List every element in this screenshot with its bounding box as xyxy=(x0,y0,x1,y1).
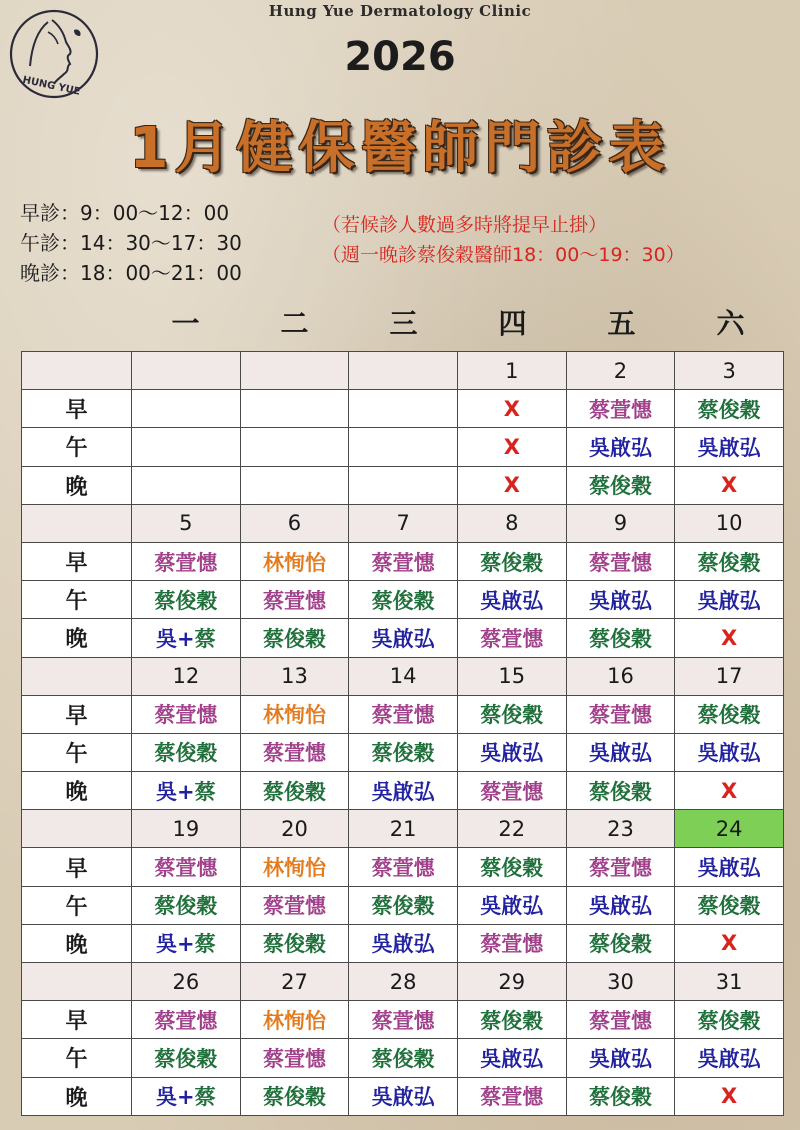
doctor-cell: 吳啟弘 xyxy=(349,924,458,962)
doctor-cell xyxy=(132,390,241,428)
doctor-cell: 蔡萱憓 xyxy=(457,619,566,657)
week-label-cell xyxy=(22,963,132,1001)
doctor-cell: 蔡萱憓 xyxy=(566,542,675,580)
doctor-cell: 蔡萱憓 xyxy=(132,695,241,733)
week-date-row xyxy=(22,963,784,1001)
doctor-wu: 吳+ xyxy=(156,779,195,804)
slot-row xyxy=(22,695,784,733)
logo-text: HUNG YUE xyxy=(21,74,82,98)
weekday-tue: 二 xyxy=(280,307,309,340)
doctor-cell: 吳啟弘 xyxy=(566,1039,675,1077)
date-cell: 1 xyxy=(457,352,566,390)
doctor-cell: 吳啟弘 xyxy=(675,733,784,771)
slot-row xyxy=(22,1077,784,1115)
doctor-cell xyxy=(132,428,241,466)
slot-label: 晚 xyxy=(22,466,132,504)
schedule-title: 1月健保醫師門診表 xyxy=(129,116,671,181)
note-monday-evening: （週一晚診蔡俊穀醫師18：00～19：30） xyxy=(322,244,685,266)
week-label-cell xyxy=(22,657,132,695)
doctor-cell: 蔡萱憓 xyxy=(240,886,349,924)
doctor-cell: 蔡俊穀 xyxy=(132,733,241,771)
doctor-cell: 蔡俊穀 xyxy=(457,848,566,886)
doctor-wu: 吳+ xyxy=(156,626,195,651)
slot-label: 早 xyxy=(22,542,132,580)
slot-label: 早 xyxy=(22,390,132,428)
weekday-thu: 四 xyxy=(498,307,527,340)
slot-row xyxy=(22,1039,784,1077)
slot-row xyxy=(22,466,784,504)
doctor-cell: 林恂怡 xyxy=(240,1001,349,1039)
doctor-cell: 林恂怡 xyxy=(240,695,349,733)
slot-row xyxy=(22,619,784,657)
date-cell: 21 xyxy=(349,810,458,848)
doctor-cai: 蔡 xyxy=(194,932,216,957)
doctor-cell: 蔡俊穀 xyxy=(675,542,784,580)
date-cell: 29 xyxy=(457,963,566,1001)
slot-label: 午 xyxy=(22,1039,132,1077)
date-cell: 28 xyxy=(349,963,458,1001)
doctor-cell: X xyxy=(675,1077,784,1115)
note-early-close: （若候診人數過多時將提早止掛） xyxy=(322,214,608,236)
doctor-cell: 林恂怡 xyxy=(240,848,349,886)
slot-label: 晚 xyxy=(22,619,132,657)
doctor-cell: 蔡萱憓 xyxy=(240,733,349,771)
doctor-cell: 蔡萱憓 xyxy=(457,772,566,810)
date-cell: 26 xyxy=(132,963,241,1001)
doctor-cell: 蔡萱憓 xyxy=(132,848,241,886)
doctor-cell xyxy=(349,466,458,504)
schedule-table xyxy=(21,351,784,1116)
date-cell: 9 xyxy=(566,504,675,542)
doctor-cell: 蔡俊穀 xyxy=(240,924,349,962)
date-cell: 15 xyxy=(457,657,566,695)
doctor-cell: 蔡俊穀 xyxy=(675,1001,784,1039)
slot-label: 晚 xyxy=(22,772,132,810)
doctor-cai: 蔡 xyxy=(194,626,216,651)
date-cell xyxy=(240,352,349,390)
doctor-cell: X xyxy=(675,772,784,810)
doctor-cell xyxy=(349,390,458,428)
doctor-cell: 蔡萱憓 xyxy=(566,390,675,428)
doctor-cell: 蔡俊穀 xyxy=(240,1077,349,1115)
doctor-cell: 蔡萱憓 xyxy=(349,542,458,580)
doctor-cell xyxy=(132,619,241,657)
hours-morning: 早診：9：00～12：00 xyxy=(20,201,230,225)
doctor-cell: X xyxy=(675,924,784,962)
slot-row xyxy=(22,428,784,466)
doctor-cai: 蔡 xyxy=(194,779,216,804)
week-date-row xyxy=(22,810,784,848)
date-cell xyxy=(349,352,458,390)
slot-row xyxy=(22,542,784,580)
doctor-cell: 蔡萱憓 xyxy=(132,542,241,580)
slot-label: 晚 xyxy=(22,924,132,962)
weekday-header xyxy=(22,302,792,342)
doctor-cell xyxy=(132,1077,241,1115)
doctor-cell: X xyxy=(457,466,566,504)
hours-afternoon: 午診：14：30～17：30 xyxy=(20,231,242,255)
weekday-fri: 五 xyxy=(607,307,636,340)
doctor-cell: 吳啟弘 xyxy=(675,581,784,619)
slot-label: 午 xyxy=(22,581,132,619)
week-label-cell xyxy=(22,504,132,542)
doctor-cell: 吳啟弘 xyxy=(566,581,675,619)
doctor-cell: 吳啟弘 xyxy=(349,619,458,657)
doctor-cell: 蔡俊穀 xyxy=(349,886,458,924)
date-cell: 22 xyxy=(457,810,566,848)
doctor-cell: 吳啟弘 xyxy=(675,848,784,886)
doctor-cell: 蔡萱憓 xyxy=(457,924,566,962)
date-cell: 8 xyxy=(457,504,566,542)
date-cell xyxy=(132,352,241,390)
doctor-cell xyxy=(132,466,241,504)
week-date-row xyxy=(22,657,784,695)
doctor-cell: 吳啟弘 xyxy=(566,428,675,466)
date-cell: 14 xyxy=(349,657,458,695)
date-cell: 5 xyxy=(132,504,241,542)
slot-label: 早 xyxy=(22,1001,132,1039)
slot-row xyxy=(22,886,784,924)
doctor-cell: 林恂怡 xyxy=(240,542,349,580)
doctor-cell: 蔡俊穀 xyxy=(566,619,675,657)
doctor-cell: 蔡萱憓 xyxy=(349,848,458,886)
doctor-cell: 吳啟弘 xyxy=(457,733,566,771)
doctor-cell: 蔡萱憓 xyxy=(566,848,675,886)
slot-row xyxy=(22,390,784,428)
doctor-cell: 蔡俊穀 xyxy=(566,1077,675,1115)
slot-row xyxy=(22,772,784,810)
doctor-cell: 蔡萱憓 xyxy=(566,695,675,733)
doctor-cell: 蔡俊穀 xyxy=(457,542,566,580)
doctor-cell: 吳啟弘 xyxy=(457,581,566,619)
date-cell: 10 xyxy=(675,504,784,542)
doctor-cell: 蔡萱憓 xyxy=(240,1039,349,1077)
doctor-cell xyxy=(240,466,349,504)
doctor-cell: 蔡俊穀 xyxy=(675,390,784,428)
doctor-cell: 蔡俊穀 xyxy=(132,1039,241,1077)
doctor-cell: 蔡俊穀 xyxy=(349,581,458,619)
slot-label: 午 xyxy=(22,886,132,924)
doctor-cell: 蔡俊穀 xyxy=(566,772,675,810)
doctor-cell: 蔡俊穀 xyxy=(349,733,458,771)
doctor-cell: 吳啟弘 xyxy=(566,886,675,924)
doctor-cell: 蔡萱憓 xyxy=(132,1001,241,1039)
slot-row xyxy=(22,924,784,962)
slot-label: 晚 xyxy=(22,1077,132,1115)
slot-label: 午 xyxy=(22,733,132,771)
doctor-wu: 吳+ xyxy=(156,932,195,957)
doctor-cell: 蔡萱憓 xyxy=(240,581,349,619)
week-label-cell xyxy=(22,810,132,848)
slot-row xyxy=(22,1001,784,1039)
slot-row xyxy=(22,733,784,771)
doctor-cell xyxy=(349,428,458,466)
doctor-cell xyxy=(132,924,241,962)
clinic-name: Hung Yue Dermatology Clinic xyxy=(268,2,532,20)
doctor-cell: 蔡萱憓 xyxy=(566,1001,675,1039)
doctor-cell: 蔡俊穀 xyxy=(566,924,675,962)
doctor-cell: 吳啟弘 xyxy=(349,772,458,810)
doctor-cell xyxy=(240,428,349,466)
doctor-cell: 蔡俊穀 xyxy=(240,772,349,810)
date-cell: 13 xyxy=(240,657,349,695)
schedule-year: 2026 xyxy=(344,34,456,80)
doctor-cell: X xyxy=(457,428,566,466)
date-cell: 20 xyxy=(240,810,349,848)
doctor-wu: 吳+ xyxy=(156,1085,195,1110)
doctor-cell: 蔡俊穀 xyxy=(132,581,241,619)
doctor-cell: X xyxy=(675,619,784,657)
doctor-cell: 吳啟弘 xyxy=(457,1039,566,1077)
date-cell: 3 xyxy=(675,352,784,390)
slot-label: 早 xyxy=(22,695,132,733)
date-cell: 24 xyxy=(675,810,784,848)
doctor-cell xyxy=(240,390,349,428)
week-date-row xyxy=(22,352,784,390)
doctor-cell: 蔡俊穀 xyxy=(457,695,566,733)
date-cell: 6 xyxy=(240,504,349,542)
slot-row xyxy=(22,848,784,886)
doctor-cell: 蔡俊穀 xyxy=(566,466,675,504)
doctor-cell: 蔡萱憓 xyxy=(349,1001,458,1039)
doctor-cell: 蔡俊穀 xyxy=(675,695,784,733)
doctor-cell: 吳啟弘 xyxy=(349,1077,458,1115)
doctor-cell: 蔡俊穀 xyxy=(240,619,349,657)
weekday-sat: 六 xyxy=(716,307,745,340)
slot-label: 午 xyxy=(22,428,132,466)
date-cell: 23 xyxy=(566,810,675,848)
slot-row xyxy=(22,581,784,619)
doctor-cell: 吳啟弘 xyxy=(675,428,784,466)
date-cell: 27 xyxy=(240,963,349,1001)
doctor-cell: X xyxy=(457,390,566,428)
week-date-row xyxy=(22,504,784,542)
doctor-cell: 蔡俊穀 xyxy=(675,886,784,924)
doctor-cai: 蔡 xyxy=(194,1085,216,1110)
hours-evening: 晚診：18：00～21：00 xyxy=(20,261,242,285)
doctor-cell: 蔡俊穀 xyxy=(349,1039,458,1077)
week-label-cell xyxy=(22,352,132,390)
date-cell: 12 xyxy=(132,657,241,695)
date-cell: 31 xyxy=(675,963,784,1001)
doctor-cell: X xyxy=(675,466,784,504)
date-cell: 19 xyxy=(132,810,241,848)
schedule-notes xyxy=(322,210,685,270)
doctor-cell: 蔡俊穀 xyxy=(457,1001,566,1039)
doctor-cell: 蔡萱憓 xyxy=(349,695,458,733)
doctor-cell: 蔡俊穀 xyxy=(132,886,241,924)
doctor-cell: 吳啟弘 xyxy=(457,886,566,924)
date-cell: 7 xyxy=(349,504,458,542)
date-cell: 2 xyxy=(566,352,675,390)
doctor-cell: 吳啟弘 xyxy=(675,1039,784,1077)
doctor-cell: 吳啟弘 xyxy=(566,733,675,771)
slot-label: 早 xyxy=(22,848,132,886)
weekday-wed: 三 xyxy=(389,307,418,340)
date-cell: 17 xyxy=(675,657,784,695)
clinic-hours xyxy=(20,198,242,288)
weekday-mon: 一 xyxy=(171,307,200,340)
date-cell: 30 xyxy=(566,963,675,1001)
doctor-cell xyxy=(132,772,241,810)
doctor-cell: 蔡萱憓 xyxy=(457,1077,566,1115)
date-cell: 16 xyxy=(566,657,675,695)
